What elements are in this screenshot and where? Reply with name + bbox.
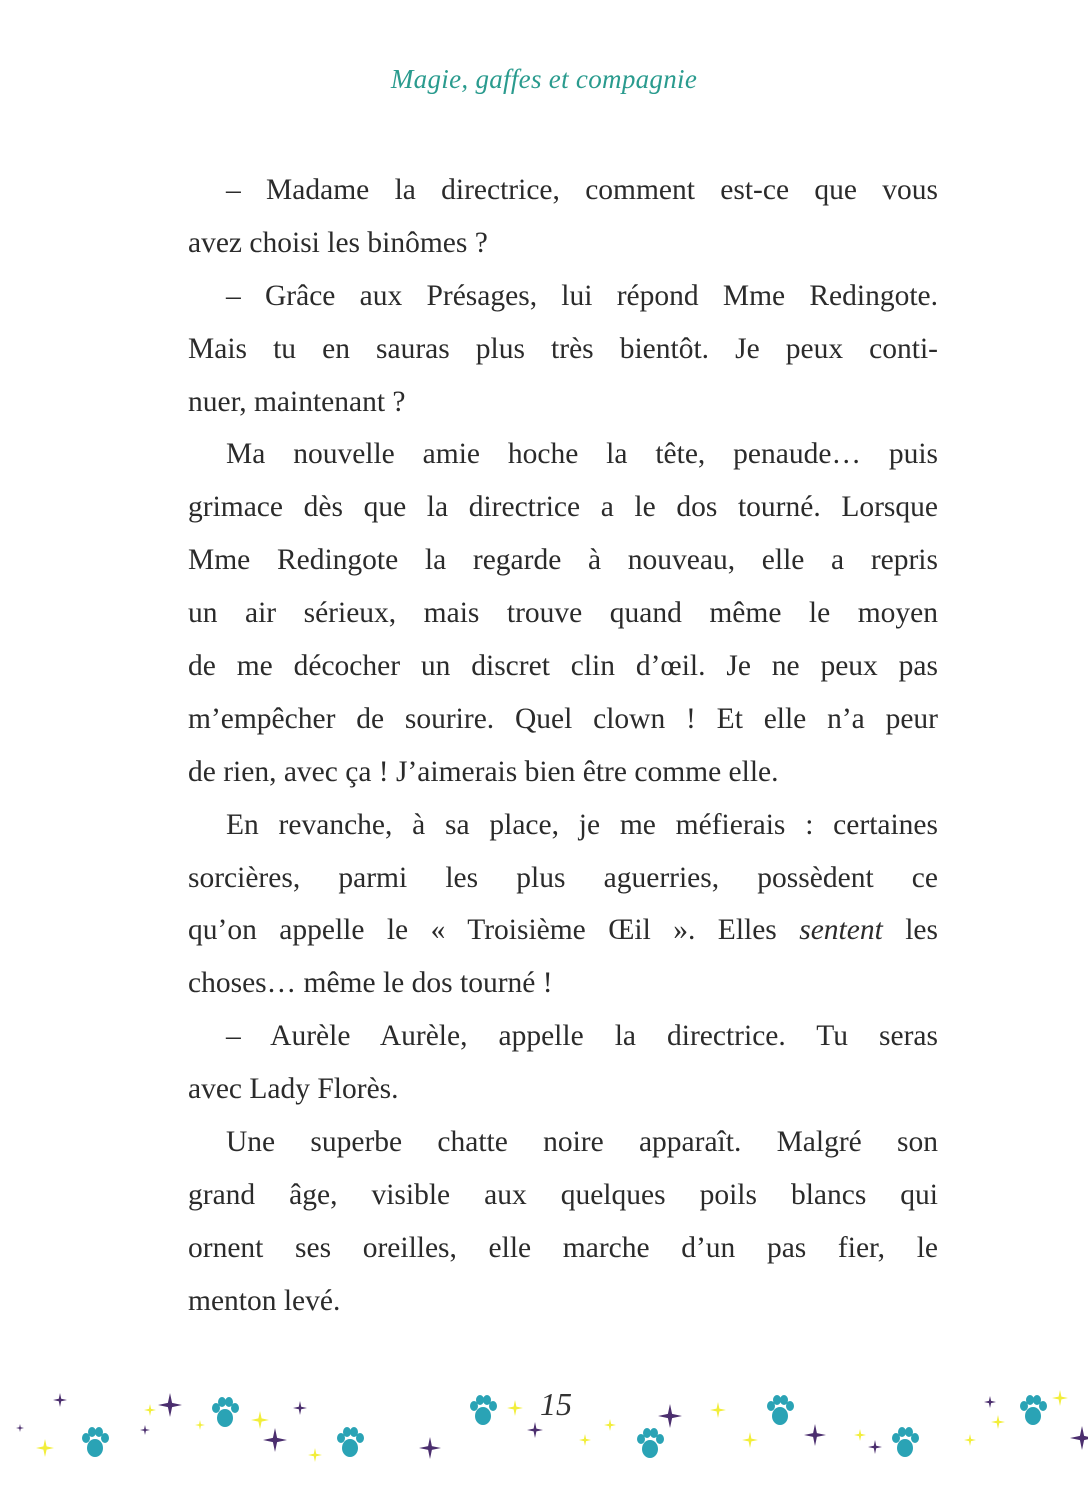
running-header: Magie, gaffes et compagnie — [390, 64, 698, 94]
text-line: ornent ses oreilles, elle marche d’un pas fier, le — [188, 1231, 938, 1264]
page-number: 15 — [540, 1386, 572, 1422]
text-line: Ma nouvelle amie hoche la tête, penaude… puis — [226, 438, 938, 471]
text-line: sorcières, parmi les plus aguerries, possèdent ce — [188, 861, 938, 894]
text-line: En revanche, à sa place, je me méfierais : certaines — [226, 808, 938, 841]
paw-icon — [470, 1395, 497, 1425]
text-line: avez choisi les binômes ? — [188, 226, 488, 259]
text-line: Mais tu en sauras plus très bientôt. Je peux conti- — [188, 332, 938, 365]
star-icon — [964, 1434, 976, 1446]
star-icon — [158, 1393, 182, 1417]
star-icon — [527, 1422, 543, 1438]
text-line: avec Lady Florès. — [188, 1073, 399, 1106]
text-line: de me décocher un discret clin d’œil. Je ne peux pas — [188, 650, 938, 683]
text-line: Une superbe chatte noire apparaît. Malgré son — [226, 1126, 938, 1159]
text-line: grimace dès que la directrice a le dos tourné. Lorsque — [188, 491, 938, 524]
text-line: – Madame la directrice, comment est-ce que vous — [226, 174, 938, 206]
text-line: m’empêcher de sourire. Quel clown ! Et elle n’a peur — [188, 702, 938, 735]
star-icon — [1052, 1390, 1068, 1406]
star-icon — [293, 1401, 307, 1415]
paw-icon — [337, 1427, 364, 1457]
star-icon — [140, 1425, 150, 1435]
star-icon — [144, 1404, 156, 1416]
star-icon — [579, 1434, 591, 1446]
star-icon — [507, 1400, 523, 1416]
text-line: nuer, maintenant ? — [188, 385, 406, 418]
star-icon — [742, 1432, 758, 1448]
star-icon — [804, 1424, 826, 1446]
text-line: – Grâce aux Présages, lui répond Mme Redingote. — [226, 279, 938, 312]
star-icon — [195, 1420, 205, 1430]
text-segment: qu’on appelle le « Troisième Œil ». Elles — [188, 914, 800, 947]
text-line: un air sérieux, mais trouve quand même le moyen — [188, 597, 938, 630]
star-icon — [1070, 1426, 1088, 1450]
paw-icon — [637, 1428, 664, 1458]
star-icon — [854, 1429, 866, 1441]
text-line: Mme Redingote la regarde à nouveau, elle a repris — [188, 544, 938, 577]
paw-icon — [82, 1427, 109, 1457]
paw-icon — [212, 1397, 239, 1427]
star-icon — [36, 1439, 54, 1457]
star-icon — [419, 1437, 441, 1459]
text-line: de rien, avec ça ! J’aimerais bien être comme elle. — [188, 755, 779, 788]
paw-icon — [767, 1395, 794, 1425]
emphasis-text: sentent — [799, 914, 883, 947]
star-icon — [263, 1428, 287, 1452]
star-icon — [868, 1440, 882, 1454]
text-line: menton levé. — [188, 1284, 341, 1317]
text-line: – Aurèle Aurèle, appelle la directrice. Tu seras — [226, 1020, 938, 1053]
star-icon — [251, 1411, 269, 1429]
paw-icon — [1020, 1395, 1047, 1425]
text-line — [188, 904, 938, 957]
star-icon — [604, 1419, 616, 1431]
star-icon — [53, 1393, 67, 1407]
star-icon — [710, 1402, 726, 1418]
star-icon — [16, 1424, 24, 1432]
star-icon — [308, 1448, 322, 1462]
paw-icon — [892, 1427, 919, 1457]
text-line: grand âge, visible aux quelques poils blancs qui — [188, 1178, 938, 1211]
star-icon — [984, 1396, 996, 1408]
body-text — [188, 164, 938, 1328]
text-line: choses… même le dos tourné ! — [188, 967, 553, 1000]
text-segment: les — [882, 914, 938, 947]
star-icon — [991, 1415, 1005, 1429]
star-icon — [658, 1404, 682, 1428]
